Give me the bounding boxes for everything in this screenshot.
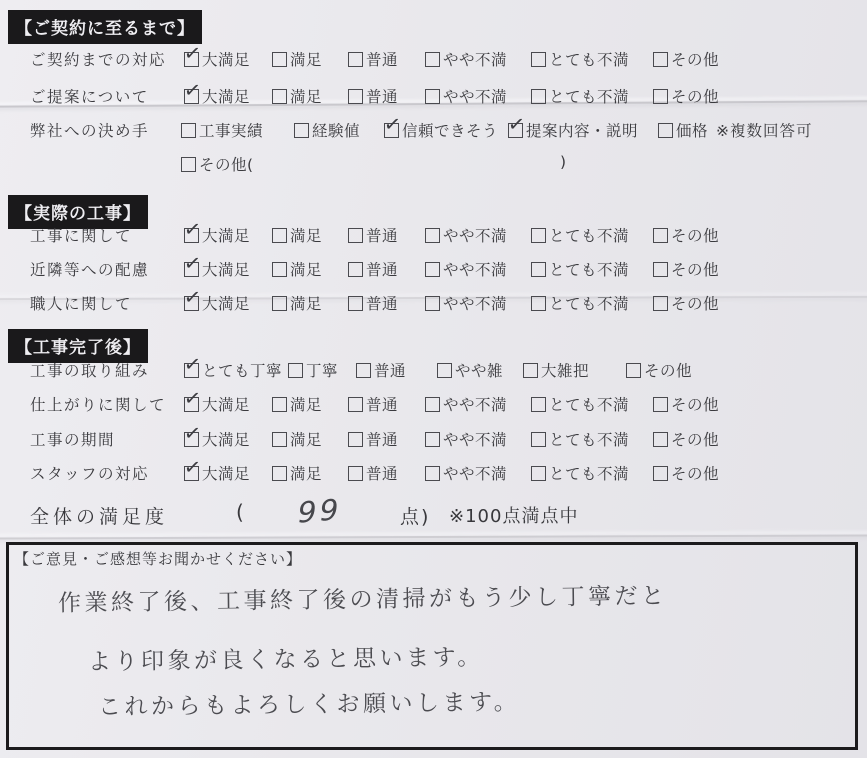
option-label: やや不満 xyxy=(443,88,508,106)
survey-option xyxy=(181,153,254,175)
checkbox-checked xyxy=(506,111,527,138)
option-label: 満足 xyxy=(290,227,323,245)
checkmark-icon: ✓ xyxy=(182,385,203,411)
survey-option xyxy=(653,258,719,280)
option-label: やや不満 xyxy=(443,465,508,483)
survey-row xyxy=(0,151,867,177)
survey-option xyxy=(272,224,322,246)
survey-row xyxy=(0,40,867,72)
survey-row xyxy=(0,385,867,417)
checkbox-unchecked xyxy=(272,262,287,277)
survey-option xyxy=(288,359,338,381)
option-label: 普通 xyxy=(366,227,399,245)
checkbox-unchecked xyxy=(425,52,440,67)
checkbox-unchecked xyxy=(348,262,363,277)
score-max-note: ※100点満点中 xyxy=(449,506,579,527)
checkbox-unchecked xyxy=(531,296,546,311)
survey-option xyxy=(182,351,283,381)
checkbox-unchecked xyxy=(653,466,668,481)
row-label: 仕上がりに関して xyxy=(30,396,167,414)
survey-option xyxy=(531,393,629,415)
survey-row xyxy=(0,111,867,143)
checkbox-unchecked xyxy=(272,397,287,412)
option-label: 大満足 xyxy=(202,51,251,69)
option-label: 普通 xyxy=(366,465,399,483)
row-label: ご契約までの対応 xyxy=(30,51,167,69)
option-label: 満足 xyxy=(290,51,323,69)
option-label: 大満足 xyxy=(202,431,251,449)
checkbox-unchecked xyxy=(531,466,546,481)
row-label: 工事の取り組み xyxy=(30,362,150,380)
checkbox-unchecked xyxy=(531,397,546,412)
checkbox-unchecked xyxy=(272,89,287,104)
survey-option xyxy=(272,462,322,484)
survey-option xyxy=(348,393,398,415)
option-label: やや不満 xyxy=(443,227,508,245)
option-label: その他 xyxy=(671,465,720,483)
checkmark-icon: ✓ xyxy=(182,40,203,66)
option-label: その他 xyxy=(671,431,720,449)
option-label: 満足 xyxy=(290,261,323,279)
option-label: とても不満 xyxy=(549,51,630,69)
checkbox-unchecked xyxy=(348,228,363,243)
checkbox-unchecked xyxy=(288,363,303,378)
handwritten-comment-line: 作業終了後、工事終了後の清掃がもう少し丁寧だと xyxy=(57,583,668,617)
option-label: 価格 xyxy=(676,122,709,140)
survey-option xyxy=(653,224,719,246)
survey-option xyxy=(272,393,322,415)
checkmark-icon: ✓ xyxy=(182,77,203,103)
option-label: 大満足 xyxy=(202,88,251,106)
survey-option xyxy=(425,393,507,415)
checkbox-unchecked xyxy=(272,296,287,311)
option-label: とても不満 xyxy=(549,465,630,483)
checkbox-unchecked xyxy=(653,397,668,412)
section-header: 【工事完了後】 xyxy=(8,329,148,363)
handwritten-comment-line: これからもよろしくお願いします。 xyxy=(97,689,521,721)
survey-option xyxy=(348,48,398,70)
survey-option xyxy=(182,454,251,484)
survey-option xyxy=(653,393,719,415)
survey-option xyxy=(272,258,322,280)
checkbox-unchecked xyxy=(523,363,538,378)
survey-option xyxy=(182,250,251,280)
survey-option xyxy=(425,48,507,70)
survey-option xyxy=(425,462,507,484)
checkbox-unchecked xyxy=(653,89,668,104)
survey-option xyxy=(506,111,639,141)
survey-option xyxy=(531,224,629,246)
option-label: 満足 xyxy=(290,465,323,483)
checkmark-icon: ✓ xyxy=(182,454,203,480)
section-header: 【ご契約に至るまで】 xyxy=(8,10,202,44)
survey-option xyxy=(531,48,629,70)
survey-option xyxy=(348,258,398,280)
checkmark-icon: ✓ xyxy=(182,420,203,446)
survey-row xyxy=(0,77,867,109)
checkbox-unchecked xyxy=(425,466,440,481)
survey-option xyxy=(653,85,719,107)
option-label: やや不満 xyxy=(443,261,508,279)
checkbox-unchecked xyxy=(348,89,363,104)
survey-row xyxy=(0,216,867,248)
option-label: その他 xyxy=(671,396,720,414)
survey-option xyxy=(531,85,629,107)
option-label: その他 xyxy=(671,261,720,279)
checkbox-checked xyxy=(182,385,203,412)
option-label: 大満足 xyxy=(202,261,251,279)
option-label: とても不満 xyxy=(549,396,630,414)
checkbox-unchecked xyxy=(653,262,668,277)
overall-score-row xyxy=(0,492,867,530)
checkbox-unchecked xyxy=(272,52,287,67)
checkmark-icon: ✓ xyxy=(182,216,203,242)
survey-row xyxy=(0,351,867,383)
option-label: やや不満 xyxy=(443,396,508,414)
checkbox-checked xyxy=(182,284,203,311)
row-label: 工事の期間 xyxy=(30,431,116,449)
option-label: とても不満 xyxy=(549,227,630,245)
option-label: とても不満 xyxy=(549,431,630,449)
survey-option xyxy=(348,292,398,314)
survey-option xyxy=(653,292,719,314)
survey-option xyxy=(531,258,629,280)
option-label: その他 xyxy=(671,51,720,69)
checkbox-unchecked xyxy=(531,228,546,243)
option-label: とても不満 xyxy=(549,88,630,106)
survey-option xyxy=(531,428,629,450)
checkbox-unchecked xyxy=(425,397,440,412)
survey-option xyxy=(356,359,406,381)
survey-option xyxy=(272,85,322,107)
checkbox-unchecked xyxy=(531,262,546,277)
survey-option xyxy=(425,292,507,314)
survey-option xyxy=(626,359,692,381)
survey-option xyxy=(425,85,507,107)
checkbox-unchecked xyxy=(653,296,668,311)
row-label: 弊社への決め手 xyxy=(30,122,150,140)
checkbox-unchecked xyxy=(437,363,452,378)
option-label: 普通 xyxy=(374,362,407,380)
survey-row xyxy=(0,284,867,316)
checkbox-unchecked xyxy=(181,123,196,138)
option-label: 大満足 xyxy=(202,227,251,245)
checkbox-unchecked xyxy=(653,52,668,67)
survey-option xyxy=(182,216,251,246)
checkbox-unchecked xyxy=(425,432,440,447)
option-label: とても不満 xyxy=(549,295,630,313)
survey-option xyxy=(348,85,398,107)
survey-option xyxy=(294,119,360,141)
option-label: 満足 xyxy=(290,396,323,414)
checkbox-checked xyxy=(182,351,203,378)
checkbox-unchecked xyxy=(653,228,668,243)
checkbox-unchecked xyxy=(348,432,363,447)
checkmark-icon: ✓ xyxy=(182,250,203,276)
option-label: やや不満 xyxy=(443,51,508,69)
option-label: 満足 xyxy=(290,295,323,313)
checkbox-unchecked xyxy=(348,296,363,311)
comments-title: 【ご意見・ご感想等お聞かせください】 xyxy=(14,550,303,568)
checkbox-unchecked xyxy=(653,432,668,447)
checkbox-unchecked xyxy=(531,52,546,67)
option-label: 大満足 xyxy=(202,396,251,414)
survey-option xyxy=(182,40,251,70)
survey-option xyxy=(348,462,398,484)
checkbox-checked xyxy=(382,111,403,138)
checkbox-checked xyxy=(182,216,203,243)
option-label: 信頼できそう xyxy=(402,122,499,140)
survey-option xyxy=(653,48,719,70)
survey-option xyxy=(272,428,322,450)
option-label: その他( xyxy=(199,156,254,174)
multi-answer-note: ※複数回答可 xyxy=(716,122,813,140)
survey-option xyxy=(653,462,719,484)
survey-option xyxy=(272,292,322,314)
option-label: その他 xyxy=(671,88,720,106)
option-label: 普通 xyxy=(366,51,399,69)
checkbox-unchecked xyxy=(272,228,287,243)
survey-option xyxy=(437,359,503,381)
checkmark-icon: ✓ xyxy=(182,351,203,377)
checkmark-icon: ✓ xyxy=(382,111,403,137)
checkbox-checked xyxy=(182,40,203,67)
row-label: スタッフの対応 xyxy=(30,465,150,483)
checkbox-unchecked xyxy=(425,89,440,104)
survey-option xyxy=(181,119,263,141)
checkbox-unchecked xyxy=(658,123,673,138)
survey-option xyxy=(272,48,322,70)
survey-option xyxy=(182,420,251,450)
survey-option xyxy=(382,111,499,141)
row-label: ご提案について xyxy=(30,88,149,106)
option-label: 普通 xyxy=(366,88,399,106)
survey-row xyxy=(0,420,867,452)
survey-option xyxy=(348,428,398,450)
row-label: 職人に関して xyxy=(30,295,133,313)
score-close-paren: 点) xyxy=(400,506,431,528)
survey-option xyxy=(523,359,589,381)
checkbox-unchecked xyxy=(272,466,287,481)
checkbox-checked xyxy=(182,250,203,277)
row-label: 工事に関して xyxy=(30,227,133,245)
checkbox-unchecked xyxy=(348,466,363,481)
checkbox-unchecked xyxy=(425,262,440,277)
checkbox-unchecked xyxy=(181,157,196,172)
option-label: 大雑把 xyxy=(541,362,590,380)
option-label: その他 xyxy=(671,227,720,245)
score-value-handwritten: 99 xyxy=(294,492,345,530)
option-label: 提案内容・説明 xyxy=(526,122,639,140)
checkbox-checked xyxy=(182,77,203,104)
checkbox-checked xyxy=(182,420,203,447)
option-label: やや不満 xyxy=(443,295,508,313)
option-label: その他 xyxy=(671,295,720,313)
option-label: やや不満 xyxy=(443,431,508,449)
survey-row xyxy=(0,454,867,486)
checkbox-unchecked xyxy=(348,397,363,412)
survey-option xyxy=(182,284,251,314)
score-label: 全体の満足度 xyxy=(30,506,169,528)
close-paren: ) xyxy=(560,153,567,171)
survey-option xyxy=(531,292,629,314)
survey-option xyxy=(182,77,251,107)
survey-option xyxy=(348,224,398,246)
survey-row xyxy=(0,250,867,282)
option-label: 普通 xyxy=(366,431,399,449)
option-label: その他 xyxy=(644,362,693,380)
section-header: 【実際の工事】 xyxy=(8,195,148,229)
option-label: とても丁寧 xyxy=(202,362,283,380)
option-label: とても不満 xyxy=(549,261,630,279)
option-label: 丁寧 xyxy=(306,362,339,380)
survey-option xyxy=(425,428,507,450)
survey-option xyxy=(182,385,251,415)
checkbox-unchecked xyxy=(626,363,641,378)
checkbox-unchecked xyxy=(425,296,440,311)
option-label: 経験値 xyxy=(312,122,361,140)
checkbox-unchecked xyxy=(531,432,546,447)
option-label: 大満足 xyxy=(202,295,251,313)
survey-option xyxy=(658,119,708,141)
option-label: 普通 xyxy=(366,261,399,279)
option-label: 満足 xyxy=(290,88,323,106)
survey-option xyxy=(425,224,507,246)
option-label: 普通 xyxy=(366,396,399,414)
checkbox-unchecked xyxy=(425,228,440,243)
row-label: 近隣等への配慮 xyxy=(30,261,150,279)
option-label: 工事実績 xyxy=(199,122,264,140)
option-label: 大満足 xyxy=(202,465,251,483)
survey-option xyxy=(531,462,629,484)
score-open-paren: ( xyxy=(236,500,244,524)
checkbox-unchecked xyxy=(294,123,309,138)
checkbox-unchecked xyxy=(356,363,371,378)
survey-option xyxy=(425,258,507,280)
comments-box xyxy=(6,542,858,750)
checkbox-unchecked xyxy=(348,52,363,67)
option-label: 普通 xyxy=(366,295,399,313)
option-label: やや雑 xyxy=(455,362,504,380)
checkbox-unchecked xyxy=(531,89,546,104)
checkmark-icon: ✓ xyxy=(506,111,527,137)
checkbox-checked xyxy=(182,454,203,481)
checkbox-unchecked xyxy=(272,432,287,447)
handwritten-comment-line: より印象が良くなると思います。 xyxy=(87,644,484,676)
checkmark-icon: ✓ xyxy=(182,284,203,310)
option-label: 満足 xyxy=(290,431,323,449)
survey-option xyxy=(653,428,719,450)
